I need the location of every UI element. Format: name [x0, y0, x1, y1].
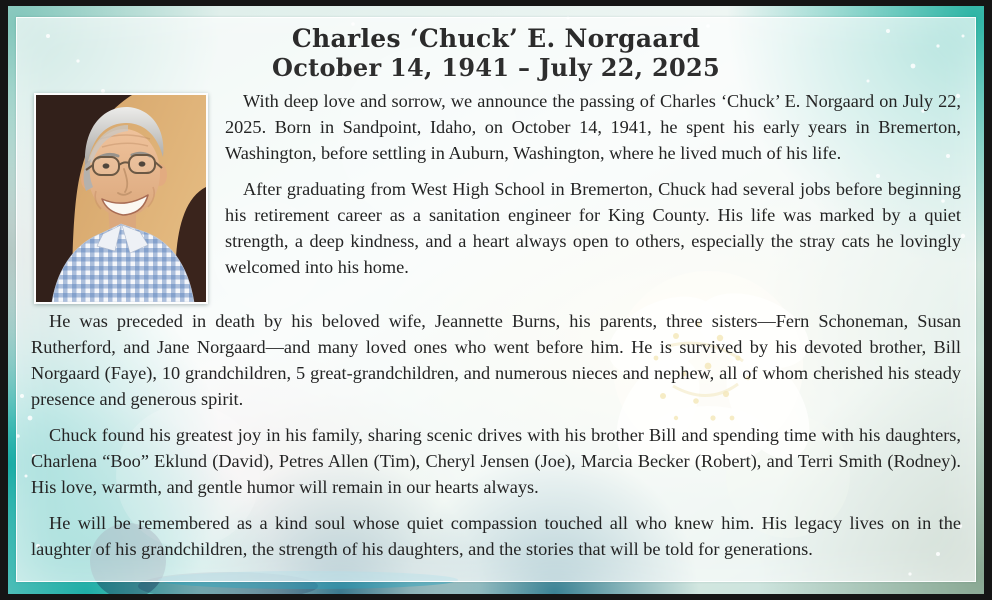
portrait-illustration	[36, 95, 206, 302]
life-dates: October 14, 1941 – July 22, 2025	[271, 53, 720, 82]
obituary-paragraph-5: He will be remembered as a kind soul whose quiet compassion touched all who knew him. His legacy lives on in the laughter of his grandchildren, the strength of his daughters, and the stories that will be told for generations.	[31, 513, 961, 559]
portrait-photo	[34, 93, 208, 304]
obituary-header	[31, 24, 961, 82]
obituary-paragraph-2: After graduating from West High School in Bremerton, Chuck had several jobs before beginning his retirement career as a sanitation engineer for King County. His life was marked by a quiet strength, a deep kindness, and a heart always open to others, especially the stray cats he lovingly welcomed into his home.	[225, 179, 961, 277]
deceased-name: Charles ‘Chuck’ E. Norgaard	[291, 24, 701, 53]
obituary-panel	[16, 17, 976, 582]
obituary-paragraph-4: Chuck found his greatest joy in his family, sharing scenic drives with his brother Bill and spending time with his daughters, Charlena “Boo” Eklund (David), Petres Allen (Tim), Cheryl Jensen (Joe), Marcia Becker (Robert), and Terri Smith (Rodney). His love, warmth, and gentle humor will remain in our hearts always.	[31, 425, 961, 497]
obituary-paragraph-1: With deep love and sorrow, we announce the passing of Charles ‘Chuck’ E. Norgaard on July 22, 2025. Born in Sandpoint, Idaho, on October 14, 1941, he spent his early years in Bremerton, Washington, before settling in Auburn, Washington, where he lived much of his life.	[225, 91, 961, 163]
obituary-paragraph-3: He was preceded in death by his beloved wife, Jeannette Burns, his parents, three sisters—Fern Schoneman, Susan Rutherford, and Jane Norgaard—and many loved ones who went before him. He is survived by his devoted brother, Bill Norgaard (Faye), 10 grandchildren, 5 great-grandchildren, and numerous nieces and nephew, all of whom cherished his steady presence and generous spirit.	[31, 311, 961, 409]
obituary-body	[31, 88, 961, 562]
